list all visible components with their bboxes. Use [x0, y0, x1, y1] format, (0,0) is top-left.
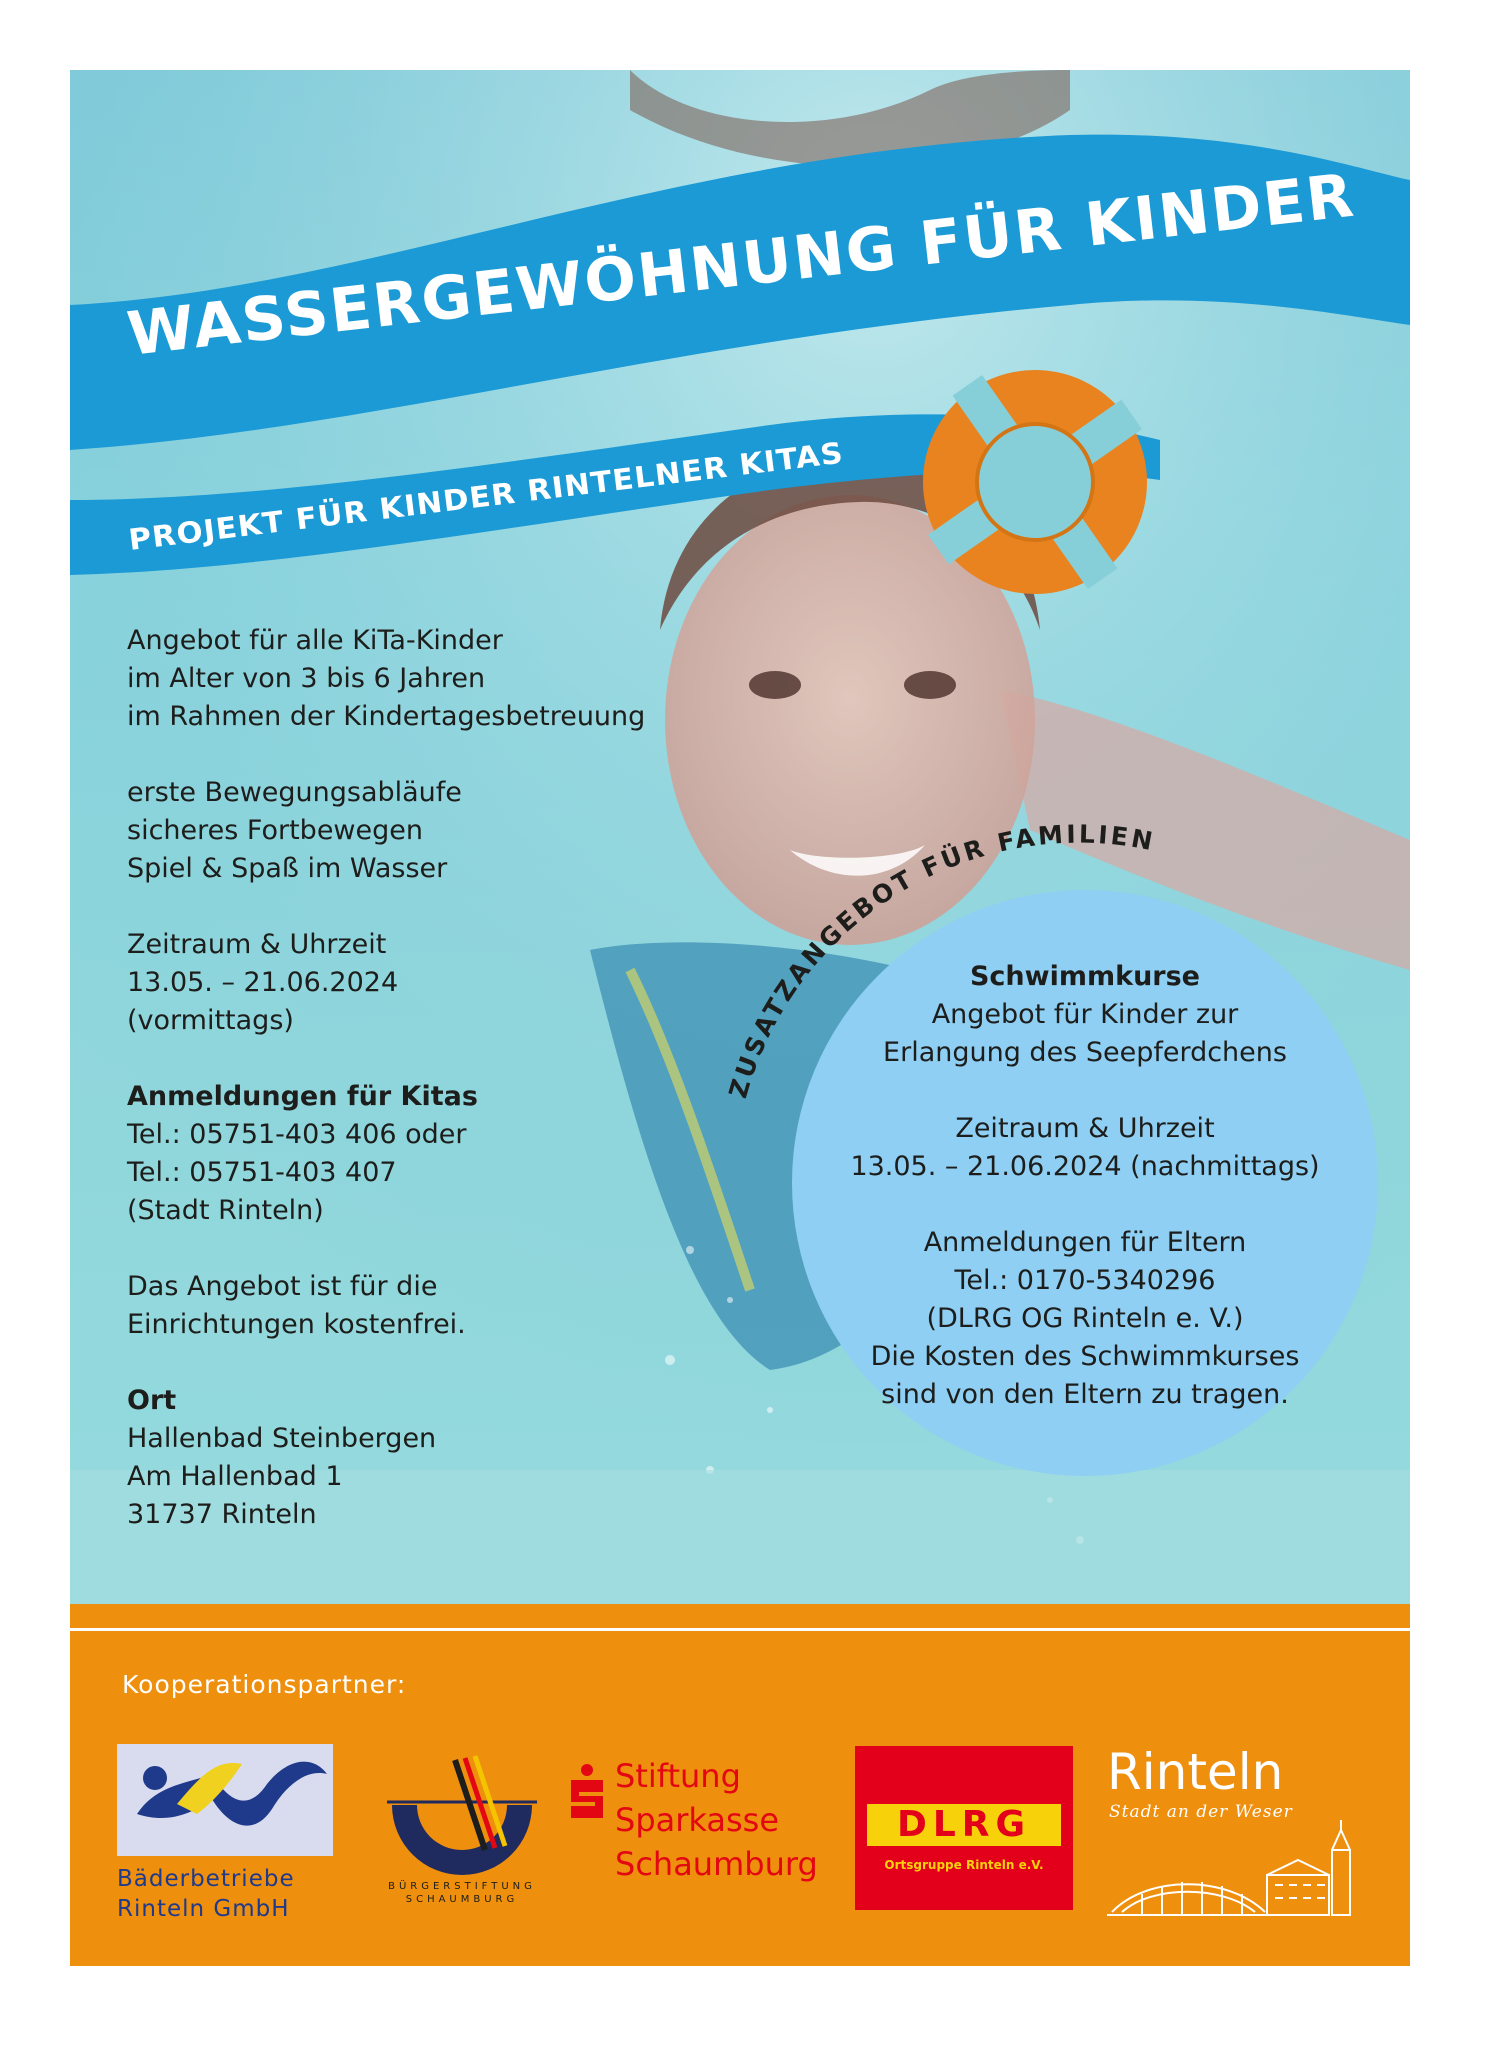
offer-line: im Alter von 3 bis 6 Jahren	[127, 663, 486, 694]
sparkasse-line: Sparkasse	[615, 1801, 779, 1839]
offer-block	[127, 622, 645, 736]
rinteln-logo	[1107, 1744, 1367, 1944]
title-text: WASSERGEWÖHNUNG FÜR KINDER	[123, 161, 1347, 370]
subtitle-text: PROJEKT FÜR KINDER RINTELNER KITAS	[126, 440, 807, 557]
registration-line: Tel.: 05751-403 407	[127, 1157, 397, 1188]
course-period-block	[760, 1110, 1410, 1186]
baeder-line: Rinteln GmbH	[117, 1896, 290, 1922]
activities-block	[127, 774, 645, 888]
location-heading: Ort	[127, 1385, 177, 1416]
period-line: (vormittags)	[127, 1005, 294, 1036]
left-info-column	[127, 622, 645, 1572]
course-registration-line: Die Kosten des Schwimmkurses	[870, 1341, 1300, 1372]
registration-heading: Anmeldungen für Kitas	[127, 1081, 478, 1112]
sparkasse-line: Schaumburg	[615, 1845, 818, 1883]
course-heading: Schwimmkurse	[969, 961, 1200, 992]
buergerstiftung-logo	[367, 1750, 557, 1920]
course-desc-line: Erlangung des Seepferdchens	[883, 1037, 1287, 1068]
registration-block	[127, 1078, 645, 1230]
location-block	[127, 1382, 645, 1534]
activity-line: Spiel & Spaß im Wasser	[127, 853, 448, 884]
buergerstiftung-text	[367, 1880, 557, 1906]
offer-line: Angebot für alle KiTa-Kinder	[127, 625, 503, 656]
course-registration-line: (DLRG OG Rinteln e. V.)	[926, 1303, 1244, 1334]
period-line: 13.05. – 21.06.2024	[127, 967, 399, 998]
baeder-logo	[117, 1744, 347, 1924]
course-registration-block	[760, 1224, 1410, 1414]
rinteln-name: Rinteln	[1107, 1743, 1284, 1801]
sparkasse-s-icon	[567, 1762, 607, 1822]
partners-label: Kooperationspartner:	[122, 1670, 407, 1699]
dlrg-subtitle: Ortsgruppe Rinteln e.V.	[884, 1858, 1044, 1872]
rinteln-bridge-skyline-icon	[1107, 1820, 1357, 1930]
extra-offer-label: ZUSATZANGEBOT FÜR FAMILIEN	[723, 819, 1158, 1102]
course-registration-line: Anmeldungen für Eltern	[923, 1227, 1247, 1258]
footer-divider	[70, 1628, 1410, 1631]
baeder-text	[117, 1864, 295, 1924]
cost-block	[127, 1268, 645, 1344]
partners-footer	[70, 1604, 1410, 1966]
course-registration-line: sind von den Eltern zu tragen.	[881, 1379, 1289, 1410]
course-desc-line: Angebot für Kinder zur	[931, 999, 1239, 1030]
period-line: Zeitraum & Uhrzeit	[127, 929, 387, 960]
sparkasse-logo	[567, 1754, 817, 1924]
poster	[70, 70, 1410, 1966]
offer-line: im Rahmen der Kindertagesbetreuung	[127, 701, 646, 732]
course-period-line: Zeitraum & Uhrzeit	[955, 1113, 1215, 1144]
life-ring-icon	[923, 370, 1147, 594]
dlrg-name: DLRG	[896, 1804, 1032, 1845]
buergerstiftung-line: BÜRGERSTIFTUNG	[388, 1881, 536, 1892]
buergerstiftung-line: SCHAUMBURG	[405, 1894, 519, 1905]
cost-line: Das Angebot ist für die	[127, 1271, 438, 1302]
location-line: Hallenbad Steinbergen	[127, 1423, 437, 1454]
rinteln-tagline: Stadt an der Weser	[1109, 1802, 1293, 1822]
location-line: Am Hallenbad 1	[127, 1461, 343, 1492]
activity-line: sicheres Fortbewegen	[127, 815, 423, 846]
period-block	[127, 926, 645, 1040]
course-desc-block	[760, 958, 1410, 1072]
location-line: 31737 Rinteln	[127, 1499, 317, 1530]
dlrg-logo	[855, 1746, 1073, 1910]
swim-course-info	[760, 958, 1410, 1452]
buergerstiftung-emblem-icon	[367, 1750, 557, 1880]
baeder-line: Bäderbetriebe	[117, 1866, 295, 1892]
underwater-photo	[70, 70, 1410, 1604]
activity-line: erste Bewegungsabläufe	[127, 777, 462, 808]
course-period-line: 13.05. – 21.06.2024 (nachmittags)	[850, 1151, 1320, 1182]
registration-line: (Stadt Rinteln)	[127, 1195, 324, 1226]
registration-line: Tel.: 05751-403 406 oder	[127, 1119, 467, 1150]
sparkasse-line: Stiftung	[615, 1757, 741, 1795]
cost-line: Einrichtungen kostenfrei.	[127, 1309, 466, 1340]
course-registration-line: Tel.: 0170-5340296	[954, 1265, 1216, 1296]
baeder-wave-icon	[117, 1744, 333, 1856]
sparkasse-text	[615, 1754, 818, 1886]
